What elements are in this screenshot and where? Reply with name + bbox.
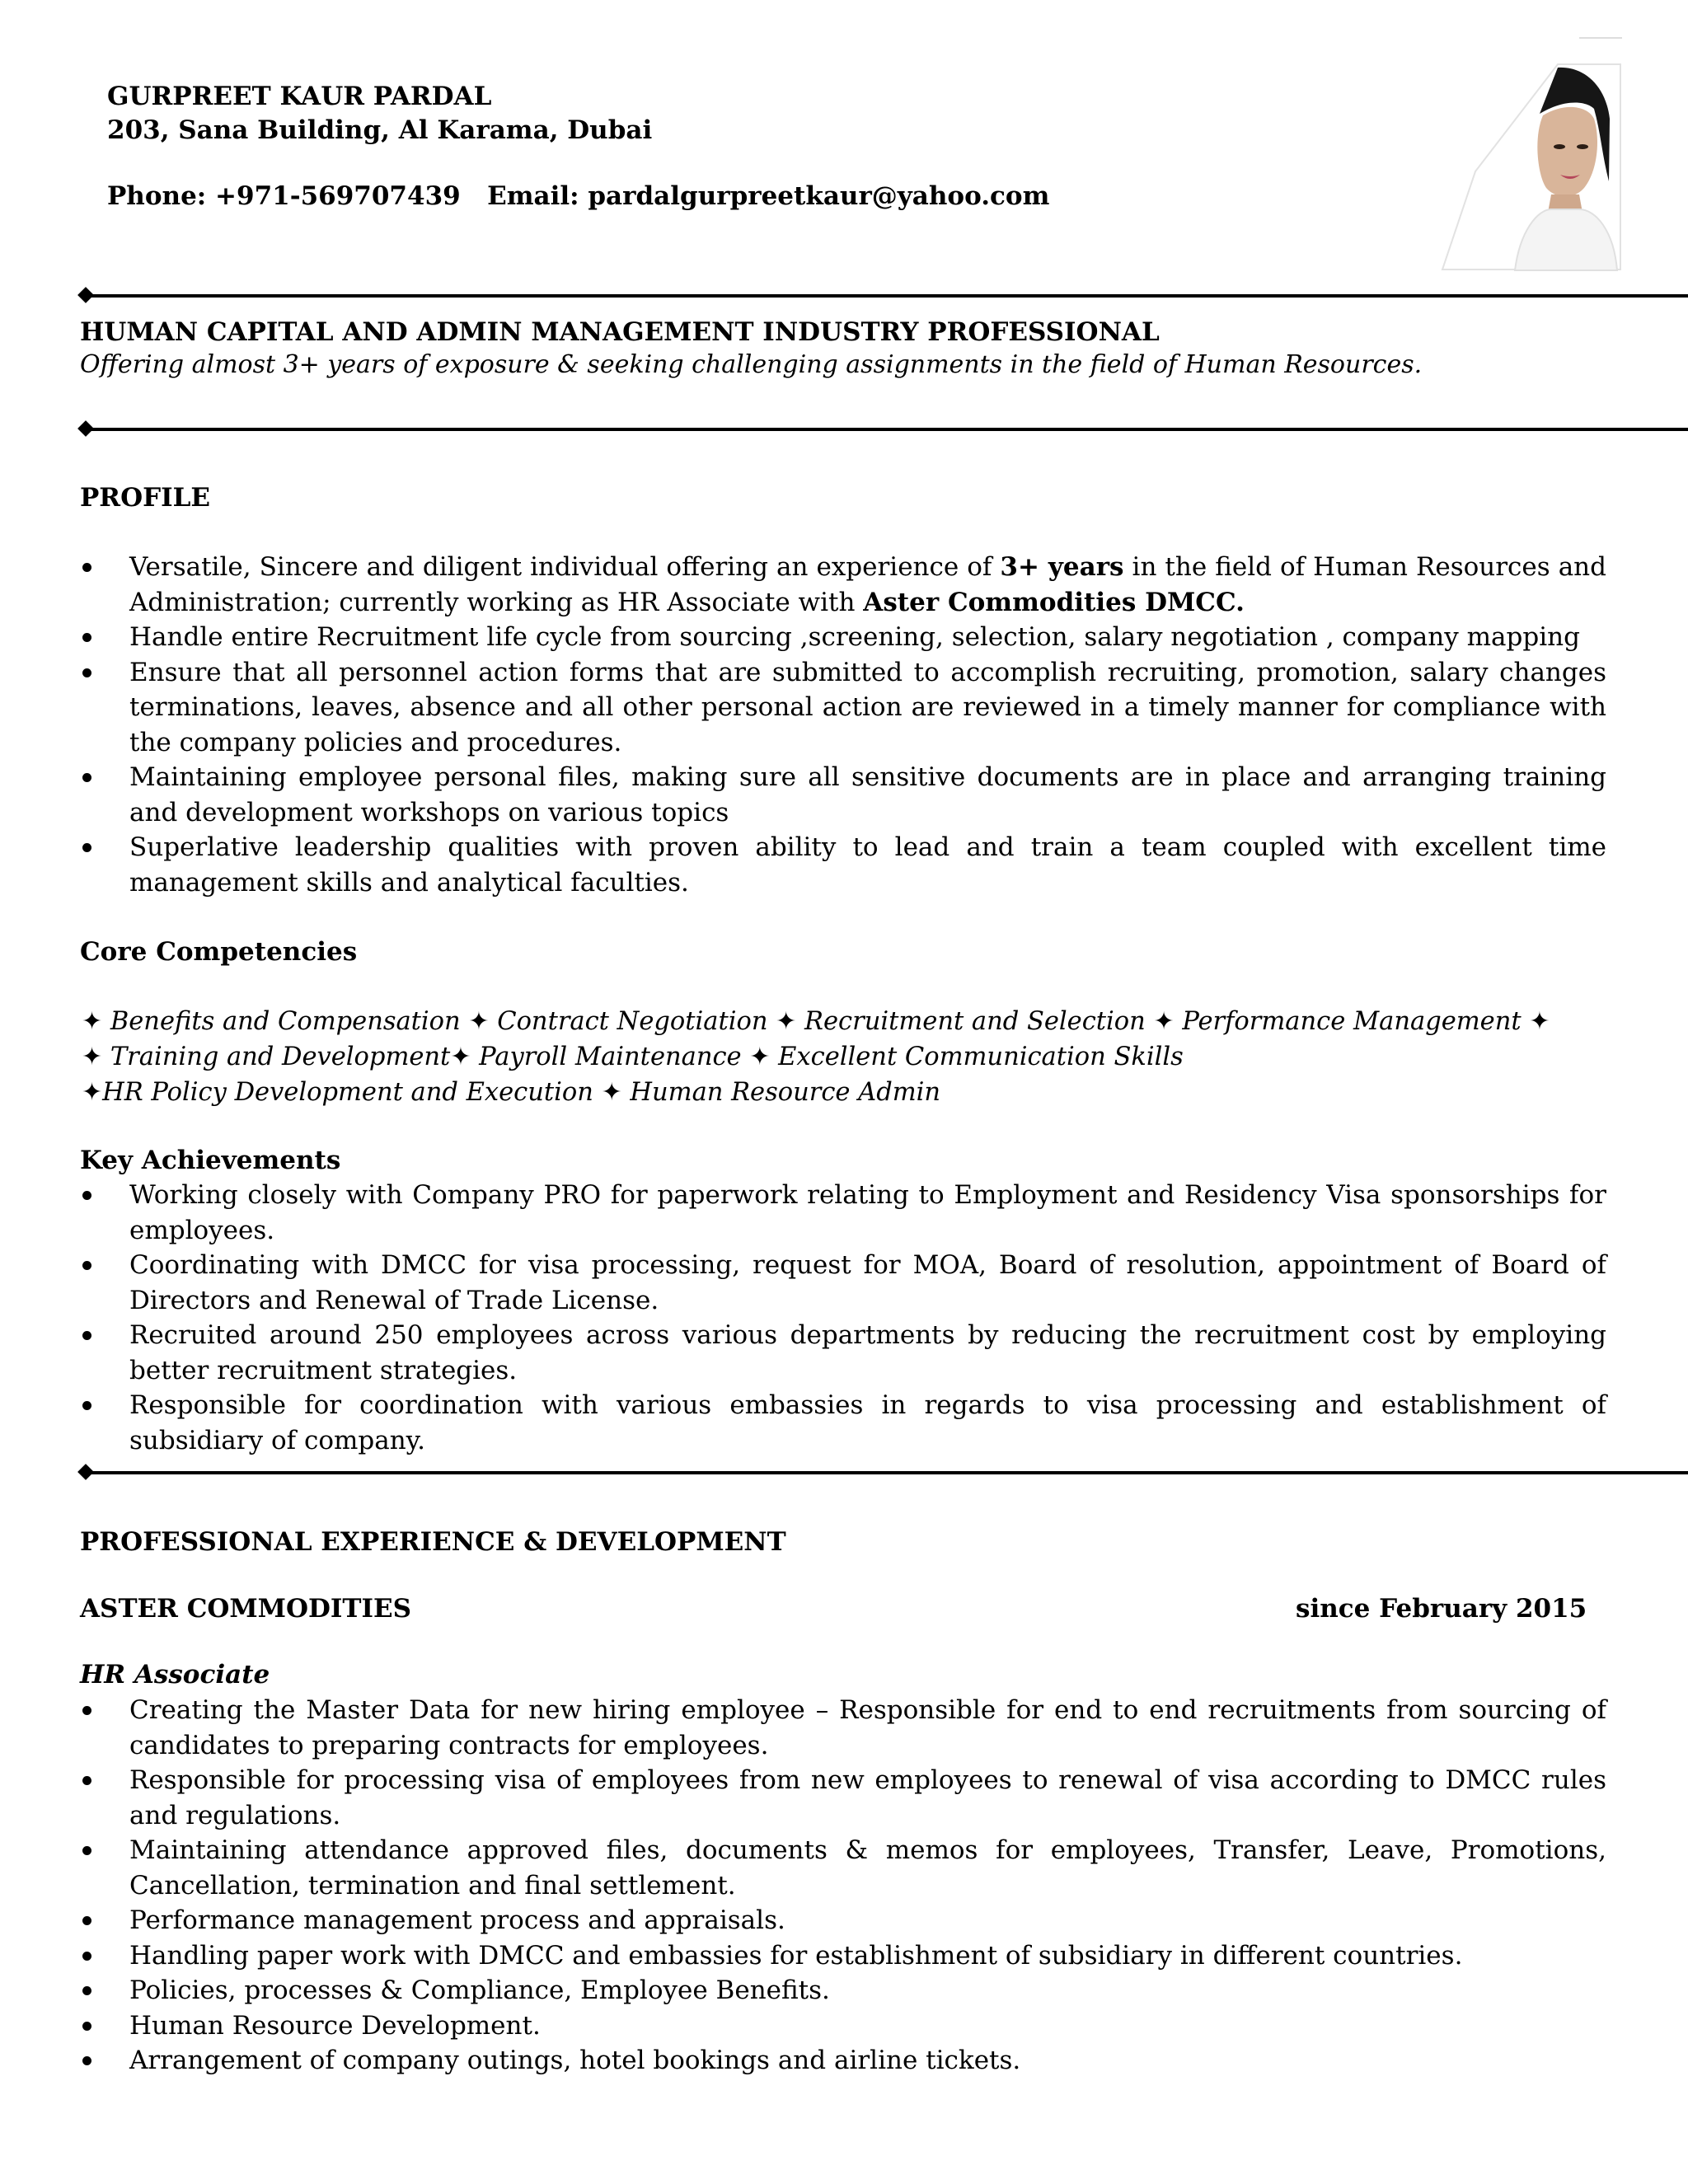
list-item: Maintaining employee personal files, making sure all sensitive documents are in place and arranging training and development workshops on various topics [79, 760, 1606, 830]
profile-list [79, 550, 1606, 900]
profile-heading: PROFILE [80, 483, 211, 513]
list-item: Performance management process and appraisals. [79, 1903, 1606, 1938]
competency-item: Recruitment and Selection [804, 1007, 1146, 1036]
competencies-heading: Core Competencies [80, 937, 358, 967]
company-name: ASTER COMMODITIES [80, 1594, 411, 1624]
star-icon: ✦ [450, 1043, 471, 1071]
divider [82, 428, 1688, 431]
divider [82, 1471, 1688, 1474]
competency-item: Excellent Communication Skills [778, 1043, 1184, 1071]
star-icon: ✦ [82, 1078, 103, 1107]
list-item: Recruited around 250 employees across various departments by reducing the recruitment cost by employing better recruitment strategies. [79, 1318, 1606, 1388]
list-item: Maintaining attendance approved files, documents & memos for employees, Transfer, Leave, Promotions, Cancellation, termination and final settlement. [79, 1833, 1606, 1903]
star-icon: ✦ [749, 1043, 771, 1071]
candidate-name: GURPREET KAUR PARDAL [107, 82, 492, 111]
experience-heading: PROFESSIONAL EXPERIENCE & DEVELOPMENT [80, 1527, 786, 1557]
competency-line [82, 1039, 1184, 1076]
competency-item: Contract Negotiation [497, 1007, 768, 1036]
competency-item: Training and Development [110, 1043, 451, 1071]
star-icon: ✦ [468, 1007, 490, 1036]
list-item: Human Resource Development. [79, 2008, 1606, 2044]
divider [82, 294, 1688, 298]
list-item: Coordinating with DMCC for visa processing, request for MOA, Board of resolution, appointment of Board of Directors and Renewal of Trade License. [79, 1248, 1606, 1318]
contact-line: Phone: +971-569707439 Email: pardalgurpreetkaur@yahoo.com [107, 181, 1050, 211]
competency-item: Benefits and Compensation [110, 1007, 461, 1036]
list-item: Arrangement of company outings, hotel bookings and airline tickets. [79, 2043, 1606, 2079]
list-item: Ensure that all personnel action forms that are submitted to accomplish recruiting, promotion, salary changes terminations, leaves, absence and all other personal action are reviewed in a timely manner for compliance with the company policies and procedures. [79, 655, 1606, 761]
star-icon: ✦ [1529, 1007, 1550, 1036]
portrait-icon [1441, 33, 1622, 272]
tagline: Offering almost 3+ years of exposure & seeking challenging assignments in the field of Human Resources. [80, 350, 1423, 379]
list-item: Versatile, Sincere and diligent individual offering an experience of 3+ years in the field of Human Resources and Administration; currently working as HR Associate with Aster Commodities DMCC. [79, 550, 1606, 620]
competency-item: HR Policy Development and Execution [102, 1078, 593, 1107]
competency-item: Performance Management [1182, 1007, 1522, 1036]
address: 203, Sana Building, Al Karama, Dubai [107, 115, 653, 145]
star-icon: ✦ [82, 1043, 103, 1071]
professional-title: HUMAN CAPITAL AND ADMIN MANAGEMENT INDUSTRY PROFESSIONAL [80, 317, 1160, 347]
competency-line [82, 1004, 1550, 1040]
star-icon: ✦ [82, 1007, 103, 1036]
list-item: Handle entire Recruitment life cycle from sourcing ,screening, selection, salary negotiation , company mapping [79, 620, 1606, 655]
star-icon: ✦ [601, 1078, 622, 1107]
competency-line [82, 1075, 940, 1111]
list-item: Policies, processes & Compliance, Employee Benefits. [79, 1973, 1606, 2008]
profile-photo [1441, 33, 1622, 272]
list-item: Responsible for coordination with various embassies in regards to visa processing and establishment of subsidiary of company. [79, 1388, 1606, 1458]
job-role: HR Associate [80, 1660, 270, 1690]
list-item: Working closely with Company PRO for paperwork relating to Employment and Residency Visa sponsorships for employees. [79, 1178, 1606, 1248]
star-icon: ✦ [776, 1007, 797, 1036]
employment-period: since February 2015 [1296, 1594, 1587, 1624]
list-item: Handling paper work with DMCC and embassies for establishment of subsidiary in different countries. [79, 1938, 1606, 1974]
achievements-heading: Key Achievements [80, 1146, 341, 1175]
list-item: Creating the Master Data for new hiring employee – Responsible for end to end recruitments from sourcing of candidates to preparing contracts for employees. [79, 1693, 1606, 1763]
competency-item: Human Resource Admin [630, 1078, 941, 1107]
list-item: Responsible for processing visa of employees from new employees to renewal of visa according to DMCC rules and regulations. [79, 1763, 1606, 1833]
competency-item: Payroll Maintenance [479, 1043, 742, 1071]
list-item: Superlative leadership qualities with proven ability to lead and train a team coupled with excellent time management skills and analytical faculties. [79, 830, 1606, 900]
star-icon: ✦ [1153, 1007, 1175, 1036]
achievements-list [79, 1178, 1606, 1458]
experience-list [79, 1693, 1606, 2079]
